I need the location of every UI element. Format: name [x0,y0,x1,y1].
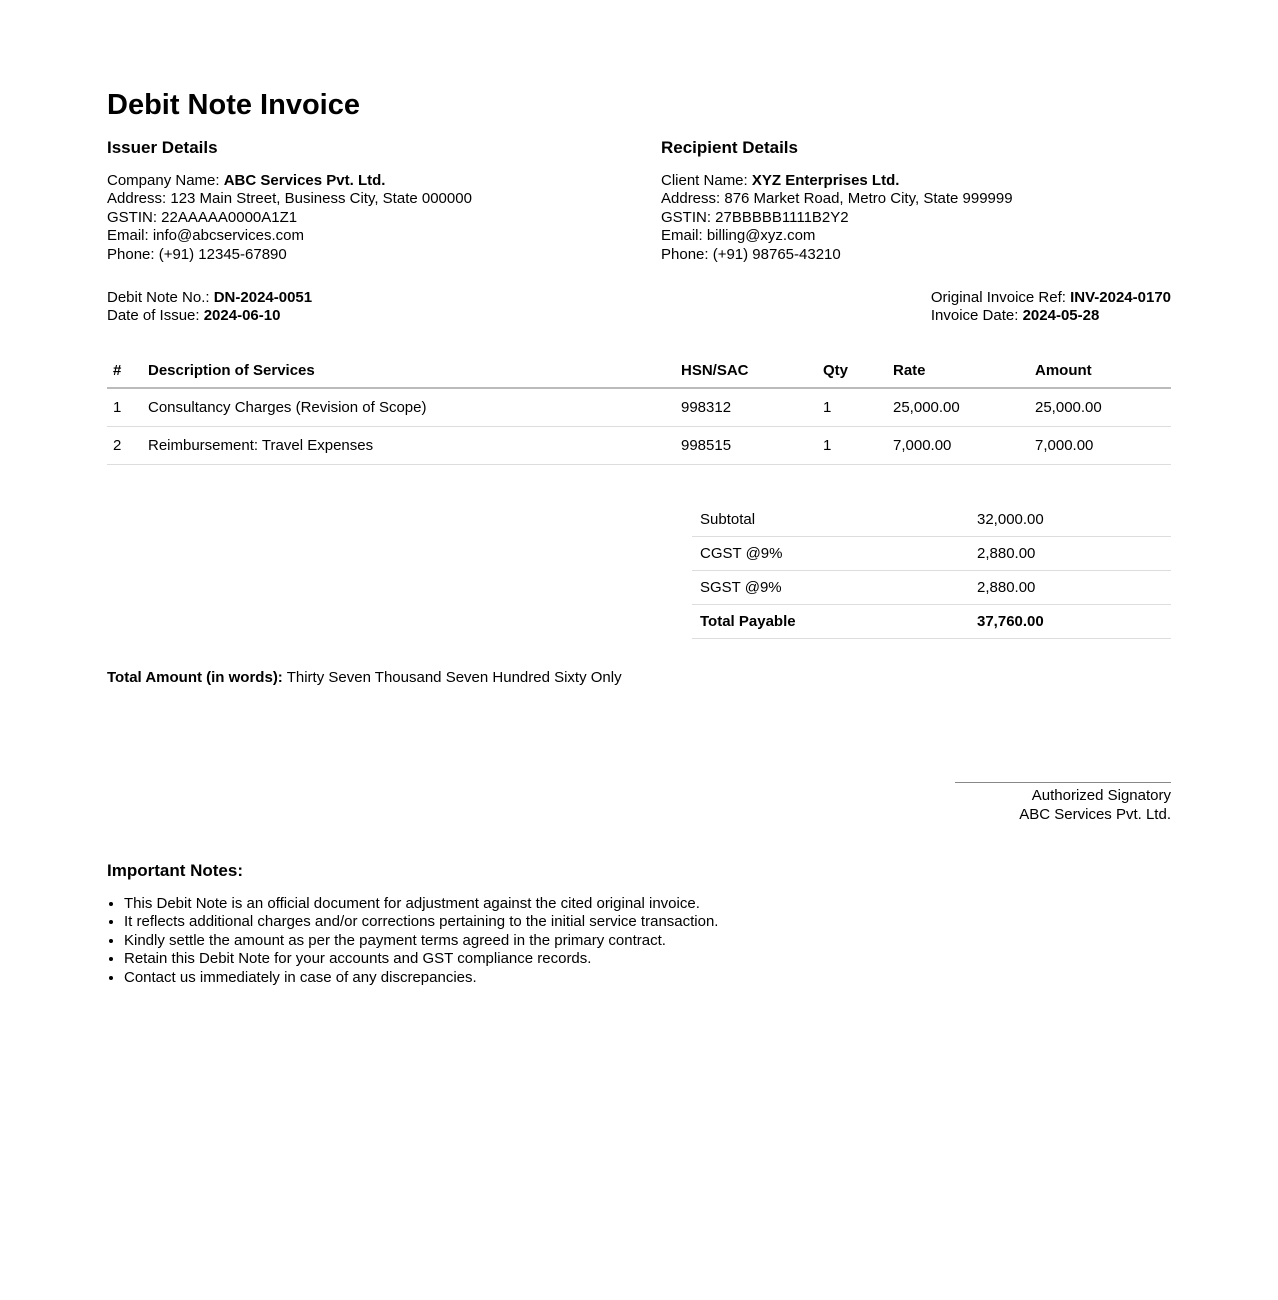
original-ref-value: INV-2024-0170 [1070,288,1171,306]
invoice-date-value: 2024-05-28 [1022,307,1100,325]
signature-block [955,782,1171,824]
item-index: 2 [107,426,142,464]
notes-heading: Important Notes: [107,860,243,880]
recipient-client-label: Client Name: [661,171,752,189]
item-rate: 7,000.00 [887,426,1029,464]
table-row [107,426,1171,464]
issuer-company-line [107,172,661,190]
item-hsn: 998312 [675,388,817,427]
invoice-date-label: Invoice Date: [930,307,1023,325]
item-qty: 1 [817,426,887,464]
signatory-company-line: ABC Services Pvt. Ltd. [1019,805,1171,823]
col-header-rate: Rate [887,354,1029,388]
item-hsn: 998515 [675,426,817,464]
invoice-meta-row [107,289,1171,326]
item-index: 1 [107,388,142,427]
item-amount: 7,000.00 [1029,426,1171,464]
item-amount: 25,000.00 [1029,388,1171,427]
list-item: • This Debit Note is an official document for adjustment against the cited original invoice. [124,895,1171,913]
col-header-index: # [107,354,142,388]
col-header-amount: Amount [1029,354,1171,388]
recipient-address-line: Address: 876 Market Road, Metro City, State 999999 [661,190,1013,208]
notes-list [107,895,1171,987]
recipient-gstin-line: GSTIN: 27BBBBB1111B2Y2 [661,208,849,226]
debit-note-no-label: Debit Note No.: [107,288,214,306]
subtotal-row [692,503,1171,537]
list-item: • Contact us immediately in case of any discrepancies. [124,969,1171,987]
debit-note-meta [107,289,312,326]
parties-section [107,138,1171,264]
col-header-description: Description of Services [142,354,675,388]
debit-note-no-value: DN-2024-0051 [213,288,313,306]
issue-date-label: Date of Issue: [107,307,204,325]
issuer-company-name: ABC Services Pvt. Ltd. [223,171,386,189]
cgst-label: CGST @9% [692,536,969,570]
total-payable-value: 37,760.00 [969,604,1171,638]
sgst-label: SGST @9% [692,570,969,604]
issuer-gstin-line: GSTIN: 22AAAAA0000A1Z1 [107,208,298,226]
subtotal-label: Subtotal [692,503,969,537]
item-description: Consultancy Charges (Revision of Scope) [142,388,675,427]
amount-in-words [107,669,1171,687]
issuer-heading: Issuer Details [107,137,218,157]
line-items-header [107,354,1171,388]
list-item: • Kindly settle the amount as per the payment terms agreed in the primary contract. [124,932,1171,950]
cgst-value: 2,880.00 [969,536,1171,570]
sgst-row [692,570,1171,604]
totals-table [692,503,1171,639]
authorized-signatory-line: Authorized Signatory [1031,787,1171,805]
original-invoice-meta [931,289,1171,326]
issuer-phone-line: Phone: (+91) 12345-67890 [107,245,287,263]
recipient-client-line [661,172,1171,190]
issuer-company-label: Company Name: [107,171,224,189]
item-rate: 25,000.00 [887,388,1029,427]
invoice-date-line [931,307,1171,325]
total-payable-label: Total Payable [692,604,969,638]
recipient-email-line: Email: billing@xyz.com [661,227,816,245]
page-title: Debit Note Invoice [107,89,360,121]
subtotal-value: 32,000.00 [969,503,1171,537]
recipient-details [661,138,1171,264]
issuer-address-line: Address: 123 Main Street, Business City, State 000000 [107,190,472,208]
issuer-email-line: Email: info@abcservices.com [107,227,304,245]
issue-date-line [107,307,312,325]
total-payable-row [692,604,1171,638]
amount-in-words-text: Thirty Seven Thousand Seven Hundred Sixty Only [282,668,622,686]
sgst-value: 2,880.00 [969,570,1171,604]
recipient-phone-line: Phone: (+91) 98765-43210 [661,245,841,263]
original-ref-line [931,289,1171,307]
debit-note-no-line [107,289,312,307]
recipient-client-name: XYZ Enterprises Ltd. [751,171,900,189]
item-description: Reimbursement: Travel Expenses [142,426,675,464]
issue-date-value: 2024-06-10 [203,307,281,325]
col-header-qty: Qty [817,354,887,388]
list-item: • Retain this Debit Note for your accounts and GST compliance records. [124,950,1171,968]
list-item: • It reflects additional charges and/or corrections pertaining to the initial service transaction. [124,913,1171,931]
recipient-heading: Recipient Details [661,137,798,157]
item-qty: 1 [817,388,887,427]
issuer-details [107,138,661,264]
amount-in-words-label: Total Amount (in words): [107,668,283,686]
table-row [107,388,1171,427]
line-items-table [107,354,1171,465]
col-header-hsn: HSN/SAC [675,354,817,388]
original-ref-label: Original Invoice Ref: [930,288,1071,306]
cgst-row [692,536,1171,570]
